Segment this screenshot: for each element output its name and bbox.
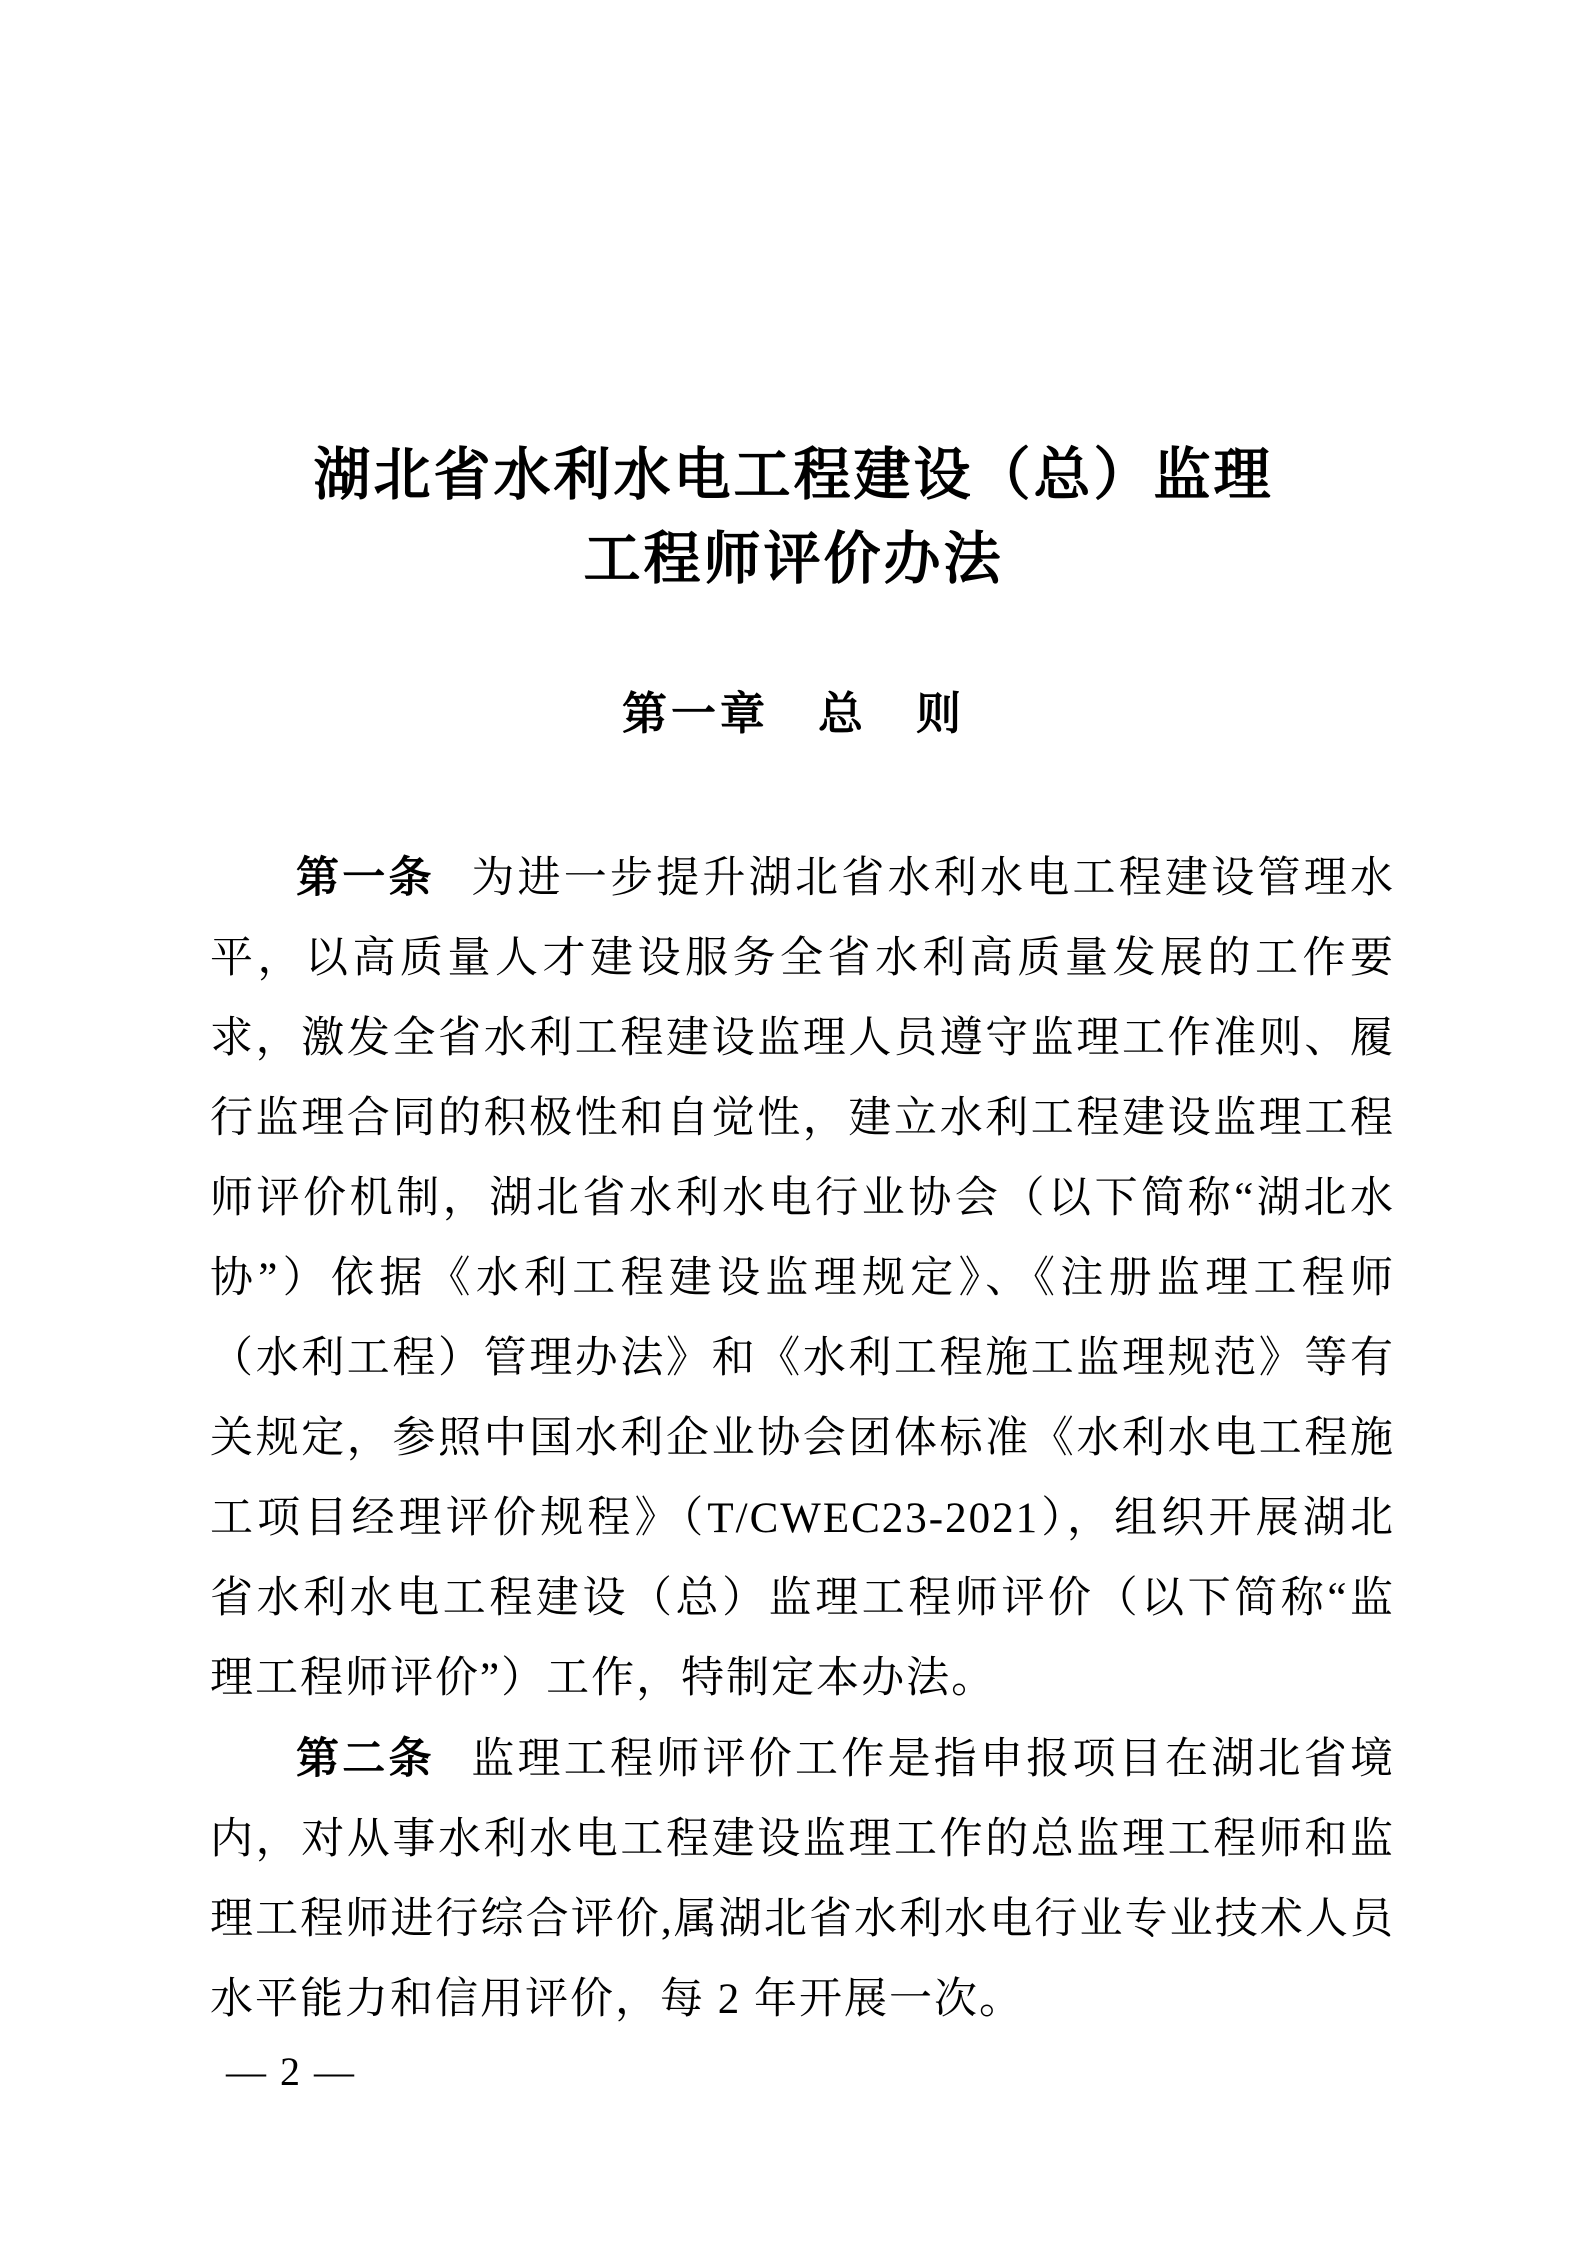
article-1-paragraph bbox=[210, 838, 1395, 1719]
article-2-paragraph bbox=[210, 1719, 1395, 2040]
document-title-line-2: 工程师评价办法 bbox=[583, 528, 1004, 591]
document-title-line-1: 湖北省水利水电工程建设（总）监理 bbox=[313, 444, 1274, 507]
document-title bbox=[0, 434, 1587, 602]
document-body bbox=[210, 838, 1395, 2040]
article-2-label: 第二条 bbox=[296, 1735, 435, 1783]
page-number: — 2 — bbox=[226, 2049, 356, 2094]
article-2-text: 监理工程师评价工作是指申报项目在湖北省境内，对从事水利水电工程建设监理工作的总监理工程师和监理工程师进行综合评价,属湖北省水利水电行业专业技术人员水平能力和信用评价，每 2 年开展一次。 bbox=[210, 1736, 1396, 2023]
article-1-label: 第一条 bbox=[296, 854, 435, 902]
article-1-text: 为进一步提升湖北省水利水电工程建设管理水平，以高质量人才建设服务全省水利高质量发展的工作要求，激发全省水利工程建设监理人员遵守监理工作准则、履行监理合同的积极性和自觉性，建立水利工程建设监理工程师评价机制，湖北省水利水电行业协会（以下简称“湖北水协”）依据《水利工程建设监理规定》、《注册监理工程师（水利工程）管理办法》和《水利工程施工监理规范》等有关规定，参照中国水利企业协会团体标准《水利水电工程施工项目经理评价规程》（T/CWEC23-2021），组织开展湖北省水利水电工程建设（总）监理工程师评价（以下简称“监理工程师评价”）工作，特制定本办法。 bbox=[210, 855, 1396, 1702]
chapter-heading: 第一章 总 则 bbox=[621, 688, 965, 739]
